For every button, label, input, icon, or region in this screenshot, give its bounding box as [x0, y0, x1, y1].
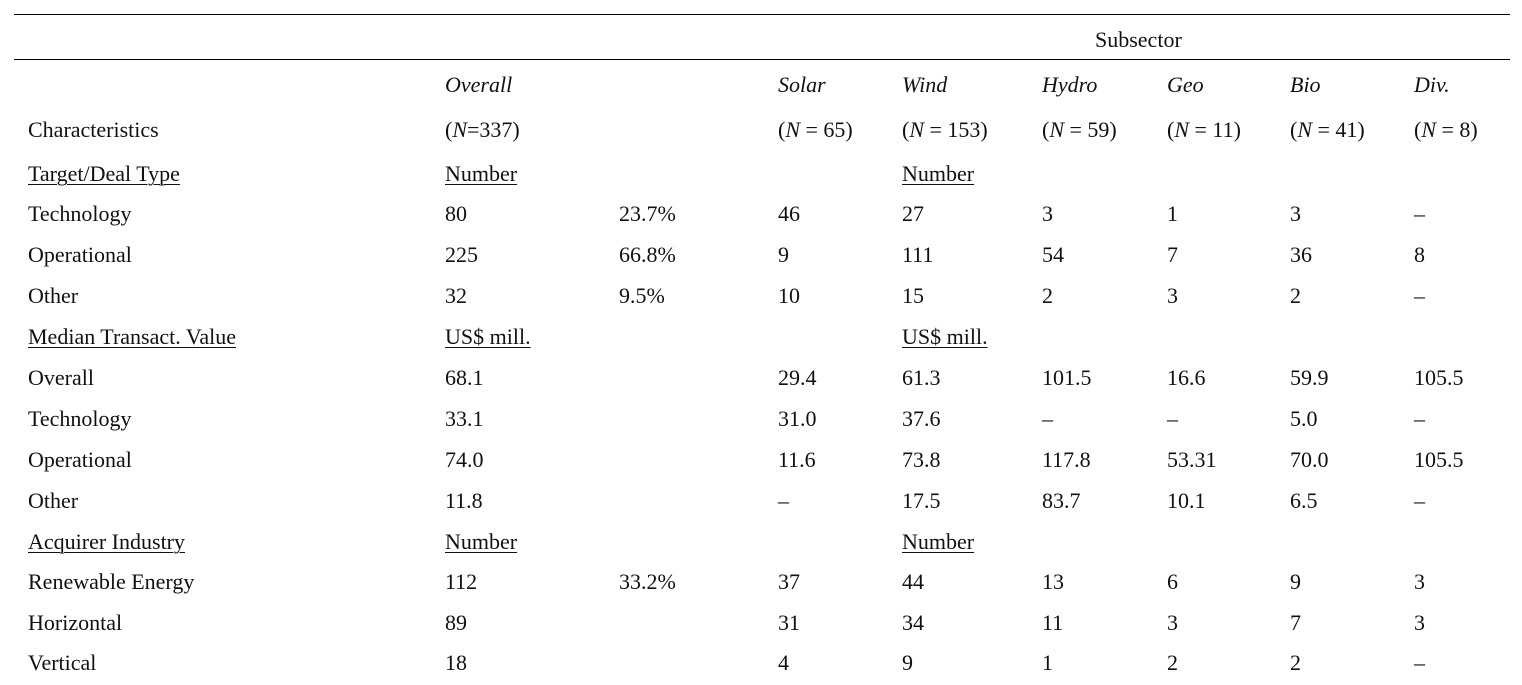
cell-overall: 32	[445, 283, 467, 308]
col-header-hydro: Hydro	[1042, 72, 1098, 97]
cell-geo: 6	[1167, 569, 1178, 594]
cell-hydro: 2	[1042, 283, 1053, 308]
cell-wind: 61.3	[902, 365, 941, 390]
cell-overall: US$ mill.	[445, 324, 531, 349]
cell-label: Operational	[28, 242, 132, 267]
cell-wind: 9	[902, 650, 913, 675]
cell-label: Renewable Energy	[28, 569, 195, 594]
cell-solar: 29.4	[778, 365, 817, 390]
cell-overall: 112	[445, 569, 478, 594]
cell-label: Acquirer Industry	[28, 529, 186, 554]
cell-geo: 3	[1167, 283, 1178, 308]
cell-overall: 11.8	[445, 488, 483, 513]
col-header-solar: Solar	[778, 72, 826, 97]
subsector-rule	[14, 59, 1510, 60]
col-header-overall: Overall	[445, 72, 513, 97]
cell-label: Other	[28, 283, 79, 308]
subsector-header: Subsector	[1095, 27, 1182, 52]
cell-bio: 3	[1290, 201, 1301, 226]
cell-solar: –	[778, 488, 789, 513]
cell-geo: –	[1167, 406, 1178, 431]
cell-hydro: 3	[1042, 201, 1053, 226]
cell-wind: 37.6	[902, 406, 941, 431]
col-header-geo: Geo	[1167, 72, 1204, 97]
cell-label: Other	[28, 488, 79, 513]
cell-label: Technology	[28, 406, 132, 431]
cell-div: –	[1414, 488, 1425, 513]
cell-overall: 33.1	[445, 406, 484, 431]
col-header-div: Div.	[1414, 72, 1450, 97]
cell-hydro: 117.8	[1042, 447, 1091, 472]
cell-pct: 9.5%	[619, 283, 665, 308]
cell-bio: 9	[1290, 569, 1301, 594]
cell-label: Median Transact. Value	[28, 324, 236, 349]
cell-div: 105.5	[1414, 365, 1464, 390]
cell-bio: 5.0	[1290, 406, 1318, 431]
cell-div: –	[1414, 201, 1425, 226]
cell-div: 105.5	[1414, 447, 1464, 472]
cell-bio: 59.9	[1290, 365, 1329, 390]
cell-div: 3	[1414, 569, 1425, 594]
cell-label: Technology	[28, 201, 132, 226]
cell-div: –	[1414, 406, 1425, 431]
cell-label: Vertical	[28, 650, 97, 675]
cell-wind: Number	[902, 529, 975, 554]
cell-overall: 68.1	[445, 365, 484, 390]
n-div: (N = 8)	[1414, 117, 1478, 142]
cell-solar: 31.0	[778, 406, 817, 431]
cell-pct: 33.2%	[619, 569, 676, 594]
cell-bio: 2	[1290, 283, 1301, 308]
cell-bio: 2	[1290, 650, 1301, 675]
cell-overall: 89	[445, 610, 467, 635]
cell-bio: 7	[1290, 610, 1301, 635]
cell-wind: US$ mill.	[902, 324, 988, 349]
cell-solar: 10	[778, 283, 800, 308]
cell-hydro: 11	[1042, 610, 1064, 635]
cell-pct: 23.7%	[619, 201, 676, 226]
cell-overall: 80	[445, 201, 467, 226]
cell-solar: 37	[778, 569, 800, 594]
n-wind: (N = 153)	[902, 117, 988, 142]
cell-overall: 18	[445, 650, 467, 675]
cell-geo: 7	[1167, 242, 1178, 267]
cell-solar: 11.6	[778, 447, 816, 472]
cell-bio: 70.0	[1290, 447, 1329, 472]
cell-geo: 2	[1167, 650, 1178, 675]
cell-label: Horizontal	[28, 610, 123, 635]
cell-wind: 34	[902, 610, 924, 635]
cell-div: 8	[1414, 242, 1425, 267]
cell-bio: 36	[1290, 242, 1312, 267]
cell-geo: 16.6	[1167, 365, 1206, 390]
n-bio: (N = 41)	[1290, 117, 1365, 142]
cell-geo: 3	[1167, 610, 1178, 635]
cell-bio: 6.5	[1290, 488, 1318, 513]
cell-hydro: 13	[1042, 569, 1064, 594]
cell-wind: 73.8	[902, 447, 941, 472]
cell-solar: 9	[778, 242, 789, 267]
cell-overall: 74.0	[445, 447, 484, 472]
cell-hydro: 54	[1042, 242, 1064, 267]
cell-div: –	[1414, 650, 1425, 675]
cell-div: –	[1414, 283, 1425, 308]
cell-overall: 225	[445, 242, 478, 267]
cell-hydro: 83.7	[1042, 488, 1081, 513]
cell-label: Operational	[28, 447, 132, 472]
col-header-characteristics: Characteristics	[28, 117, 159, 142]
cell-hydro: 1	[1042, 650, 1053, 675]
n-hydro: (N = 59)	[1042, 117, 1117, 142]
cell-wind: 111	[902, 242, 934, 267]
cell-hydro: 101.5	[1042, 365, 1092, 390]
cell-geo: 1	[1167, 201, 1178, 226]
cell-wind: 17.5	[902, 488, 941, 513]
cell-wind: 27	[902, 201, 924, 226]
cell-solar: 31	[778, 610, 800, 635]
cell-pct: 66.8%	[619, 242, 676, 267]
cell-geo: 10.1	[1167, 488, 1206, 513]
cell-geo: 53.31	[1167, 447, 1217, 472]
cell-wind: 44	[902, 569, 924, 594]
cell-label: Overall	[28, 365, 94, 390]
cell-div: 3	[1414, 610, 1425, 635]
col-header-bio: Bio	[1290, 72, 1321, 97]
n-geo: (N = 11)	[1167, 117, 1241, 142]
n-solar: (N = 65)	[778, 117, 853, 142]
col-header-wind: Wind	[902, 72, 948, 97]
cell-overall: Number	[445, 161, 518, 186]
cell-wind: Number	[902, 161, 975, 186]
cell-solar: 46	[778, 201, 800, 226]
top-rule	[14, 14, 1510, 15]
cell-hydro: –	[1042, 406, 1053, 431]
cell-label: Target/Deal Type	[28, 161, 180, 186]
cell-solar: 4	[778, 650, 789, 675]
cell-overall: Number	[445, 529, 518, 554]
n-overall: (N=337)	[445, 117, 520, 142]
cell-wind: 15	[902, 283, 924, 308]
